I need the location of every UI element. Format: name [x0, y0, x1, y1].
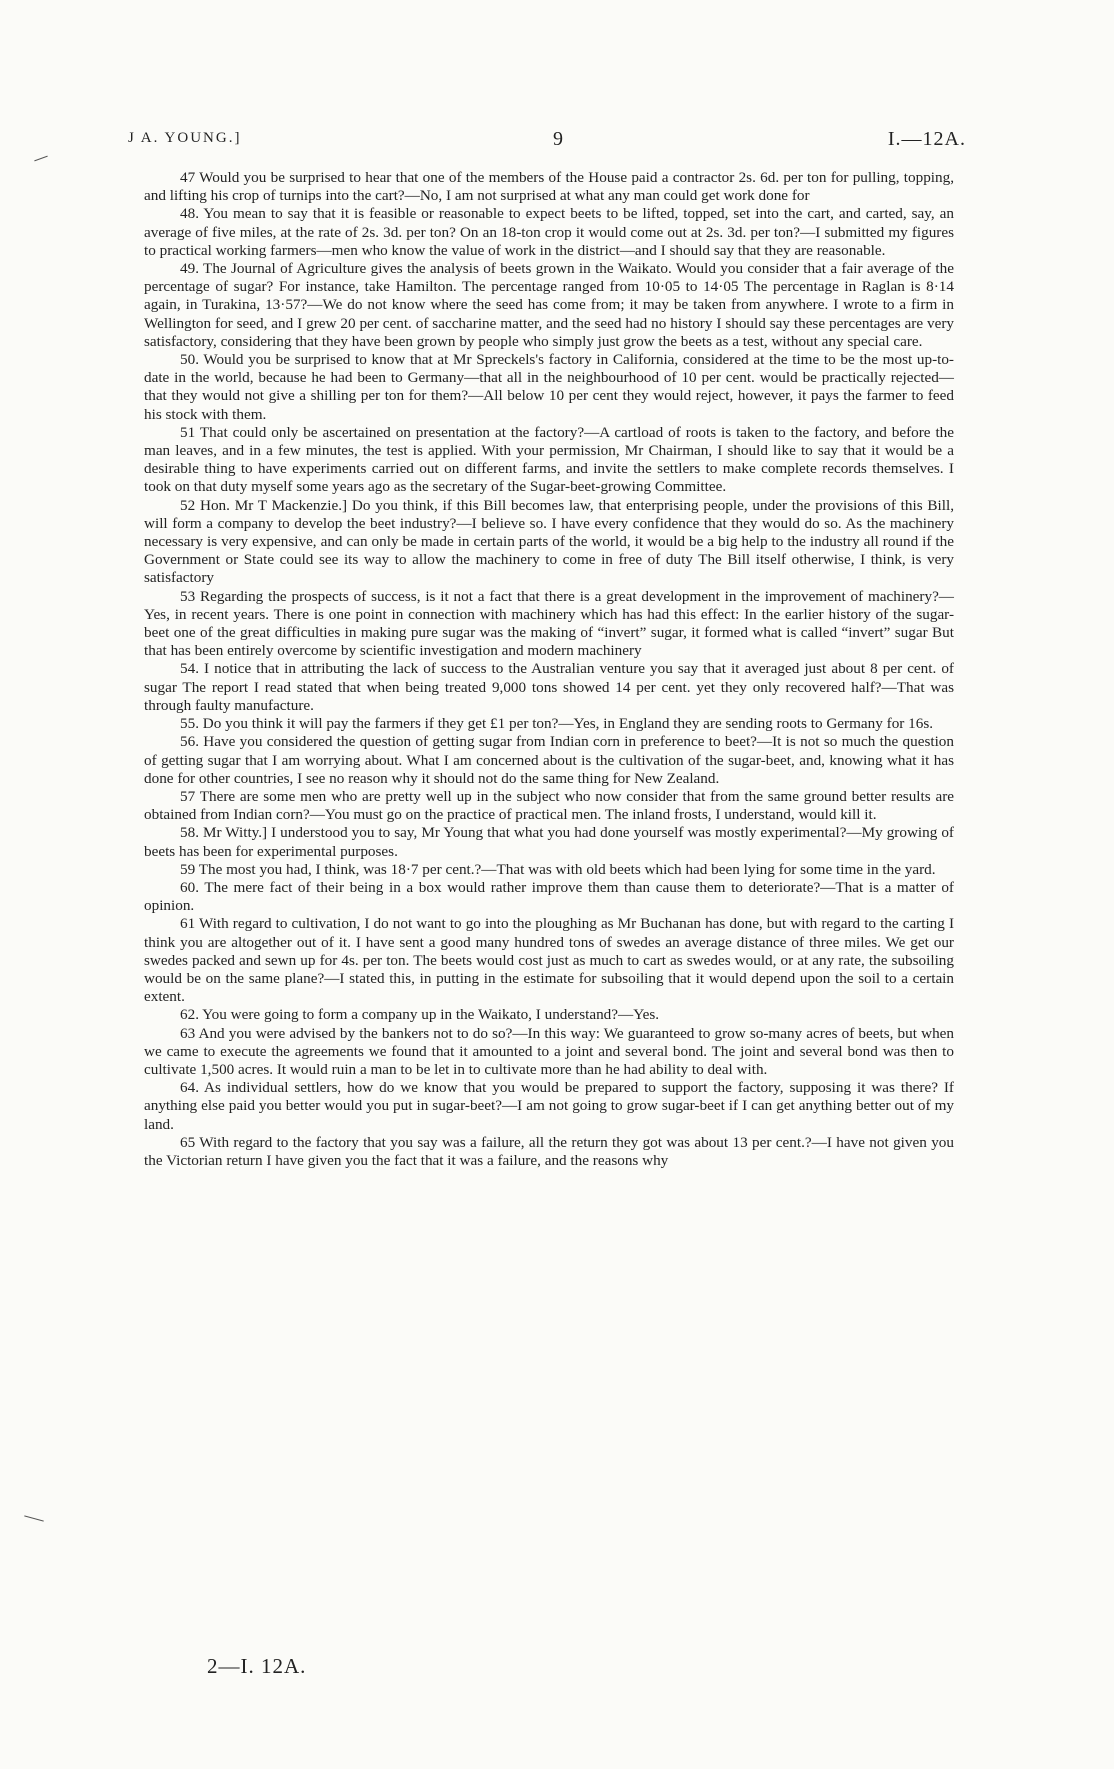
page-header	[128, 128, 966, 154]
question-54: 54. I notice that in attributing the lack of success to the Australian venture you say that it averaged just about 8 per cent. of sugar The report I read stated that when being treated 9,000 tons showed 14 per cent. yet they only recovered half?—That was through faulty manufacture.	[144, 660, 954, 714]
question-65: 65 With regard to the factory that you say was a failure, all the return they got was about 13 per cent.?—I have not given you the Victorian return I have given you the fact that it was a failure, and the reasons why	[144, 1133, 954, 1169]
question-52: 52 Hon. Mr T Mackenzie.] Do you think, if this Bill becomes law, that enterprising people, under the provisions of this Bill, will form a company to develop the beet industry?—I believe so. I have every confidence that they would do so. As the machinery necessary is very expensive, and can only be made in certain parts of the world, it would be a big help to the industry all round if the Government or State could see its way to allow the machinery to come in free of duty The Bill itself otherwise, I think, is very satisfactory	[144, 496, 954, 587]
question-49: 49. The Journal of Agriculture gives the analysis of beets grown in the Waikato. Would you consider that a fair average of the percentage of sugar? For instance, take Hamilton. The percentage ranged from 10·05 to 14·05 The percentage in Raglan is 8·14 again, in Turakina, 13·57?—We do not know where the seed has come from; it may be taken from anywhere. I wrote to a firm in Wellington for seed, and I grew 20 per cent. of saccharine matter, and the seed had no history I should say these percentages are very satisfactory, considering that they have been grown by people who simply just grow the beets as a test, without any special care.	[144, 260, 954, 350]
page-number: 9	[553, 128, 564, 150]
question-63: 63 And you were advised by the bankers not to do so?—In this way: We guaranteed to grow so-many acres of beets, but when we came to execute the agreements we found that it amounted to a joint and several bond. The joint and several bond was then to cultivate 1,500 acres. It would ruin a man to be let in to cultivate more than he had ability to deal with.	[144, 1024, 954, 1078]
question-62: 62. You were going to form a company up in the Waikato, I understand?—Yes.	[180, 1006, 660, 1024]
question-50: 50. Would you be surprised to know that at Mr Spreckels's factory in California, considered at the time to be the most up-to-date in the world, because he had been to Germany—that all in the neighbourhood of 10 per cent. would be practically rejected—that they would not give a shilling per ton for them?—All below 10 per cent they would reject, however, it pays the farmer to feed his stock with them.	[144, 351, 954, 423]
margin-mark	[24, 1515, 44, 1521]
question-48: 48. You mean to say that it is feasible or reasonable to expect beets to be lifted, topped, set into the cart, and carted, say, an average of five miles, at the rate of 2s. 3d. per ton? On an 18-ton crop it would come out at 2s. 3d. per ton?—I submitted my figures to practical working farmers—men who know the value of work in the district—and I should say that they are reasonable.	[144, 205, 954, 259]
question-60: 60. The mere fact of their being in a box would rather improve them than cause them to deteriorate?—That is a matter of opinion.	[144, 878, 954, 915]
testimony-body	[144, 169, 954, 1170]
question-51: 51 That could only be ascertained on presentation at the factory?—A cartload of roots is taken to the factory, and before the man leaves, and in a few minutes, the test is applied. With your permission, Mr Chairman, I should like to say that it would be a desirable thing to have experiments carried out on different farms, and invite the settlers to make complete records themselves. I took on that duty myself some years ago as the secretary of the Sugar-beet-growing Committee.	[144, 423, 954, 496]
question-59: 59 The most you had, I think, was 18·7 per cent.?—That was with old beets which had been lying for some time in the yard.	[180, 860, 936, 878]
question-61: 61 With regard to cultivation, I do not want to go into the ploughing as Mr Buchanan has done, but with regard to the carting I think you are altogether out of it. I have sent a good many hundred tons of swedes an average distance of three miles. We get our swedes packed and sewn up for 4s. per ton. The beets would cost just as much to cart as swedes would, or at any rate, the subsoiling would be on the same plane?—I stated this, in putting in the estimate for subsoiling that it would depend upon the soil to a certain extent.	[144, 915, 954, 1006]
question-56: 56. Have you considered the question of getting sugar from Indian corn in preference to beet?—It is not so much the question of getting sugar that I am worrying about. What I am concerned about is the cultivation of the sugar-beet, and, knowing what it has done for other countries, I see no reason why it should not do the same thing for New Zealand.	[144, 733, 954, 787]
question-53: 53 Regarding the prospects of success, is it not a fact that there is a great development in the improvement of machinery?—Yes, in recent years. There is one point in connection with machinery which has had this effect: In the earlier history of the sugar-beet one of the great difficulties in making pure sugar was the making of “invert” sugar, it formed what is called “invert” sugar But that has been entirely overcome by scientific investigation and modern machinery	[144, 587, 954, 660]
document-reference: I.—12A.	[887, 128, 966, 150]
question-47: 47 Would you be surprised to hear that one of the members of the House paid a contractor 2s. 6d. per ton for pulling, topping, and lifting his crop of turnips into the cart?—No, I am not surprised at what any man could get work done for	[144, 169, 954, 205]
question-57: 57 There are some men who are pretty well up in the subject who now consider that from the same ground better results are obtained from Indian corn?—You must go on the practice of practical men. The inland frosts, I understand, would kill it.	[144, 787, 954, 824]
margin-mark	[34, 156, 47, 162]
question-55: 55. Do you think it will pay the farmers if they get £1 per ton?—Yes, in England they are sending roots to Germany for 16s.	[180, 715, 934, 733]
signature-mark: 2—I. 12A.	[207, 1654, 307, 1678]
witness-name: J A. YOUNG.]	[128, 130, 242, 146]
question-58: 58. Mr Witty.] I understood you to say, Mr Young that what you had done yourself was mostly experimental?—My growing of beets has been for experimental purposes.	[144, 824, 954, 860]
question-64: 64. As individual settlers, how do we know that you would be prepared to support the factory, supposing it was there? If anything else paid you better would you put in sugar-beet?—I am not going to grow sugar-beet if I can get anything better out of my land.	[144, 1079, 954, 1133]
